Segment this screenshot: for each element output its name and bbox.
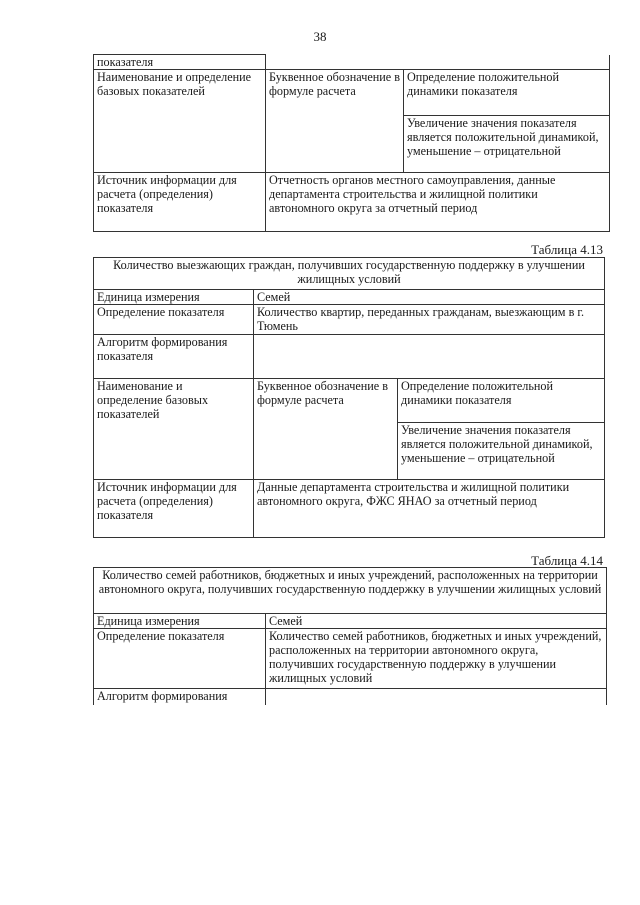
cell-letter-label: Буквенное обозначение в формуле расчета bbox=[266, 70, 404, 116]
table-continuation bbox=[93, 54, 610, 232]
table-413-definition-label: Определение показателя bbox=[94, 305, 254, 335]
table-414 bbox=[93, 567, 607, 705]
table-413 bbox=[93, 257, 605, 538]
table-413-dynamics-value: Увеличение значения показателя является положительной динамикой, уменьшение – отрицательной bbox=[398, 423, 605, 480]
table-414-definition-value: Количество семей работников, бюджетных и иных учреждений, расположенных на территории автономного округа, получивших государственную поддержку в улучшении жилищных условий bbox=[266, 629, 607, 689]
table-413-unit-label: Единица измерения bbox=[94, 290, 254, 305]
cell-dynamics-value: Увеличение значения показателя является положительной динамикой, уменьшение – отрицательной bbox=[404, 116, 610, 173]
table-414-label: Таблица 4.14 bbox=[531, 553, 603, 568]
table-413-base-label: Наименование и определение базовых показателей bbox=[94, 379, 254, 423]
table-414-unit-label: Единица измерения bbox=[94, 614, 266, 629]
table-414-definition-label: Определение показателя bbox=[94, 629, 266, 689]
table-413-algorithm-label: Алгоритм формирования показателя bbox=[94, 335, 254, 379]
table-414-title: Количество семей работников, бюджетных и иных учреждений, расположенных на территории автономного округа, получивших государственную поддержку в улучшении жилищных условий bbox=[94, 568, 607, 614]
cell-source-value: Отчетность органов местного самоуправления, данные департамента строительства и жилищной политики автономного округа за отчетный период bbox=[266, 173, 610, 232]
table-413-definition-value: Количество квартир, переданных гражданам, выезжающим в г. Тюмень bbox=[254, 305, 605, 335]
cell-base-indicators-label: Наименование и определение базовых показателей bbox=[94, 70, 266, 116]
table-413-source-label: Источник информации для расчета (определения) показателя bbox=[94, 480, 254, 538]
cell-source-label: Источник информации для расчета (определения) показателя bbox=[94, 173, 266, 232]
table-413-unit-value: Семей bbox=[254, 290, 605, 305]
table-413-dynamics-label: Определение положительной динамики показателя bbox=[398, 379, 605, 423]
cell-indicator-tail: показателя bbox=[94, 55, 266, 70]
page-number: 38 bbox=[313, 29, 327, 44]
table-414-algorithm-label: Алгоритм формирования bbox=[94, 689, 266, 705]
table-413-source-value: Данные департамента строительства и жилищной политики автономного округа, ФЖС ЯНАО за отчетный период bbox=[254, 480, 605, 538]
table-414-unit-value: Семей bbox=[266, 614, 607, 629]
table-413-title: Количество выезжающих граждан, получивших государственную поддержку в улучшении жилищных условий bbox=[94, 258, 605, 290]
table-413-letter-label: Буквенное обозначение в формуле расчета bbox=[254, 379, 398, 423]
table-413-label: Таблица 4.13 bbox=[531, 242, 603, 257]
cell-dynamics-label: Определение положительной динамики показателя bbox=[404, 70, 610, 116]
